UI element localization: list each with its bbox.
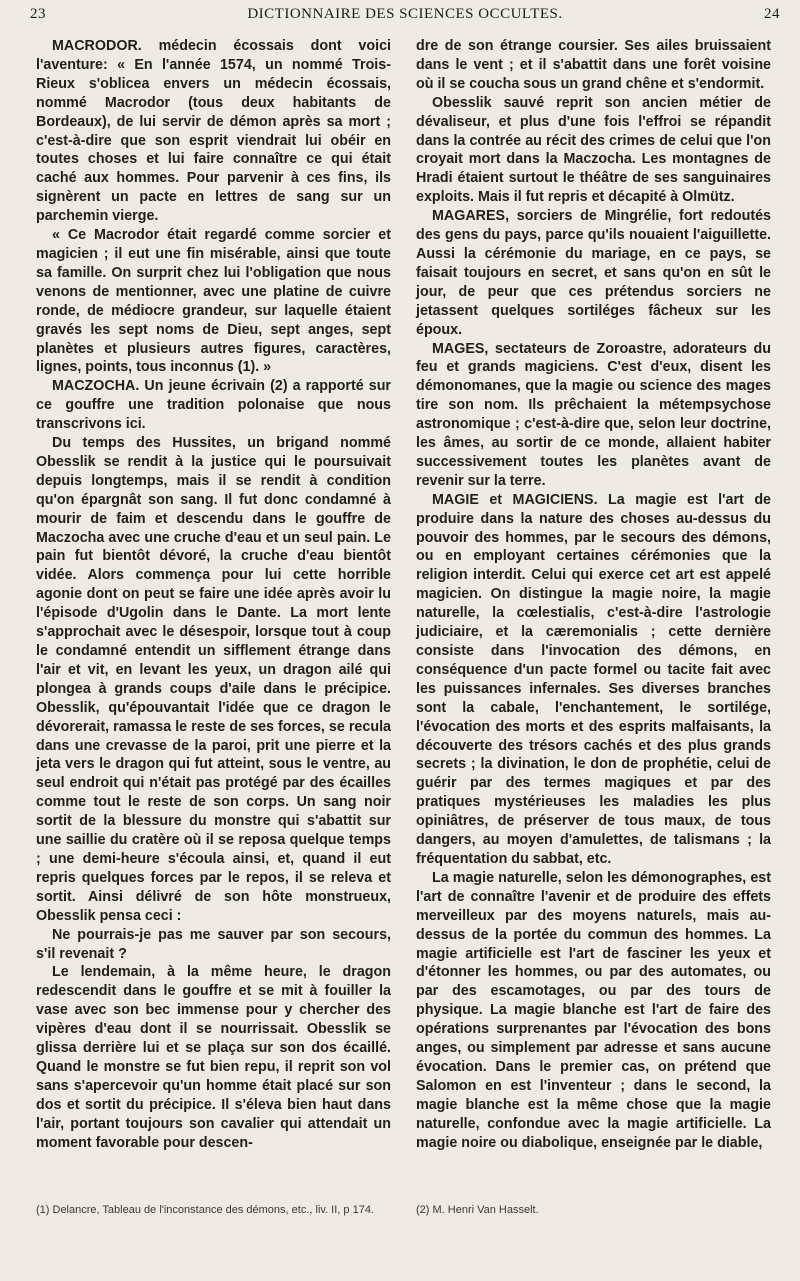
maczocha-continuation: Le lendemain, à la même heure, le dragon redescendit dans le gouffre et se mit à fouiller la vase avec son bec immense pour y chercher des vipères d'eau dont il se nourrissait. Obesslik se glissa derrière lui et se plaça sur son dos écaillé. Quand le monstre se fut bien repu, il reprit son vol sans s'apercevoir qu'un homme était placé sur son dos et sortit du précipice. Il s'éleva bien haut dans l'air, portant toujours son cavalier qui attendait un moment favorable pour descen- <box>36 964 391 1151</box>
maczocha-epilogue: Obesslik sauvé reprit son ancien métier de dévaliseur, et plus d'une fois l'effroi se répandit dans la contrée au récit des crimes de celui que l'on croyait mort dans la Maczocha. Les montagnes de Hradi étaient surtout le théâtre de ses sanguinaires exploits. Mais il fut repris et décapité à Olmütz. <box>416 94 771 206</box>
entry-macrodor-quote: « Ce Macrodor était regardé comme sorcier et magicien ; il eut une fin misérable, ainsi que toute sa famille. On surprit chez lui l'obligation que nous venons de mentionner, avec une platine de cuivre ronde, de médiocre grandeur, sur laquelle étaient gravés les sept noms de Dieu, sept anges, sept planètes et plusieurs autres figures, caractères, lignes, points, tous inconnus (1). » <box>36 227 391 376</box>
magie-naturelle-paragraph: La magie naturelle, selon les démonographes, est l'art de connaître l'avenir et de produire des effets merveilleux par des moyens naturels, mais au-dessus de la portée du commun des hommes. La magie artificielle est l'art de fasciner les yeux et d'étonner les hommes, ou par des automates, ou par des escamotages, ou par des tours de physique. La magie blanche est l'art de faire des opérations surprenantes par l'évocation des bons anges, ou simplement par adresse et sans aucune évocation. Dans le premier cas, on prétend que Salomon en est l'inventeur ; dans le second, la magie blanche est la même chose que la magie naturelle, confondue avec la magie artificielle. La magie noire ou diabolique, enseignée par le diable, <box>416 869 771 1151</box>
entry-macrodor: MACRODOR. médecin écossais dont voici l'aventure: « En l'année 1574, un nommé Trois-Rieux s'oblicea envers un médecin écossais, nommé Macrodor (tous deux habitants de Bordeaux), de lui servir de démon après sa mort ; c'est-à-dire que son esprit viendrait lui obéir en toutes choses et lui faire connaître ce qui était caché aux hommes. Pour parvenir à ces fins, ils signèrent un pacte en lettres de sang sur un parchemin vierge. <box>36 38 391 225</box>
footnote-1: (1) Delancre, Tableau de l'inconstance des démons, etc., liv. II, p 174. <box>36 1204 374 1216</box>
maczocha-thought: Ne pourrais-je pas me sauver par son secours, s'il revenait ? <box>36 926 391 962</box>
page-number-left: 23 <box>30 6 46 22</box>
maczocha-ending: dre de son étrange coursier. Ses ailes bruissaient dans le vent ; et il s'abattit dans une forêt voisine où il se coucha sous un grand chêne et s'endormit. <box>416 38 771 92</box>
entry-magie-magiciens: MAGIE et MAGICIENS. La magie est l'art de produire dans la nature des choses au-dessus du pouvoir des hommes, par le secours des démons, ou en employant certaines cérémonies que la religion interdit. Celui qui exerce cet art est appelé magicien. On distingue la magie noire, la magie naturelle, la cœlestialis, c'est-à-dire l'astrologie judiciaire, et la cæremonialis ; cette dernière consiste dans l'invocation des démons, en conséquence d'un pacte formel ou tacite fait avec les puissances infernales. Ses diverses branches sont la cabale, l'enchantement, le sortilége, l'évocation des morts et des esprits malfaisants, la découverte des trésors cachés et des plus grands secrets ; la divination, le don de prophétie, celui de guérir par des termes magiques et par des pratiques mystérieuses les maladies les plus opiniâtres, de préserver de tous maux, de tous dangers, au moyen d'amulettes, de talismans ; la fréquentation du sabbat, etc. <box>416 491 771 867</box>
left-column <box>36 37 391 1152</box>
maczocha-story: Du temps des Hussites, un brigand nommé Obesslik se rendit à la justice qui le poursuivait depuis longtemps, mais il se rendit à condition qu'on épargnât son sang. Il fut donc condamné à mourir de faim et descendu dans le gouffre de Maczocha avec une cruche d'eau et un seul pain. Le pain fut bientôt dévoré, la cruche d'eau bientôt vidée. Alors commença pour lui cette horrible agonie dont on peut se faire une idée après avoir lu l'épisode d'Ugolin dans le Dante. La mort lente s'approchait avec le désespoir, lorsque tout à coup le condamné entendit un sifflement étrange dans l'air et vit, en levant les yeux, un dragon ailé qui plongea à grands coups d'aile dans le précipice. Obesslik, qu'épouvantait l'idée que ce dragon le dévorerait, ramassa le reste de ses forces, se recula dans une crevasse de la paroi, prit une pierre et la jeta vers le dragon qui fut atteint, sous le ventre, au seul endroit qui n'était pas protégé par des écailles comme tout le reste de son corps. Un sang noir sortit de la blessure du monstre qui s'abattit sur une saillie du cratère où il se reposa quelque temps ; une demi-heure s'écoula ainsi, et, quand il eut repris quelques forces par le repos, il se releva et sortit. Ainsi délivré de son hôte monstrueux, Obesslik pensa ceci : <box>36 435 391 924</box>
entry-magares: MAGARES, sorciers de Mingrélie, fort redoutés des gens du pays, parce qu'ils nouaient l'aiguillette. Aussi la cérémonie du mariage, en ce pays, se faisait toujours en secret, et sans qu'on en sût le jour, de peur que ces prétendus sorciers ne jetassent quelques sortiléges fâcheux sur les époux. <box>416 208 771 338</box>
running-header <box>30 4 780 26</box>
entry-mages: MAGES, sectateurs de Zoroastre, adorateurs du feu et grands magiciens. C'est d'eux, disent les démonomanes, que la magie ou science des mages tire son nom. Ils prêchaient la métempsychose astronomique ; c'est-à-dire que, selon leur doctrine, les âmes, au sortir de ce monde, allaient habiter successivement toutes les planètes avant de revenir sur la terre. <box>416 340 771 489</box>
running-title: DICTIONNAIRE DES SCIENCES OCCULTES. <box>247 6 563 22</box>
right-column <box>416 37 771 1152</box>
footnote-2: (2) M. Henri Van Hasselt. <box>416 1204 539 1216</box>
page-number-right: 24 <box>764 6 780 22</box>
entry-maczocha: MACZOCHA. Un jeune écrivain (2) a rapporté sur ce gouffre une tradition polonaise que nous transcrivons ici. <box>36 378 391 433</box>
